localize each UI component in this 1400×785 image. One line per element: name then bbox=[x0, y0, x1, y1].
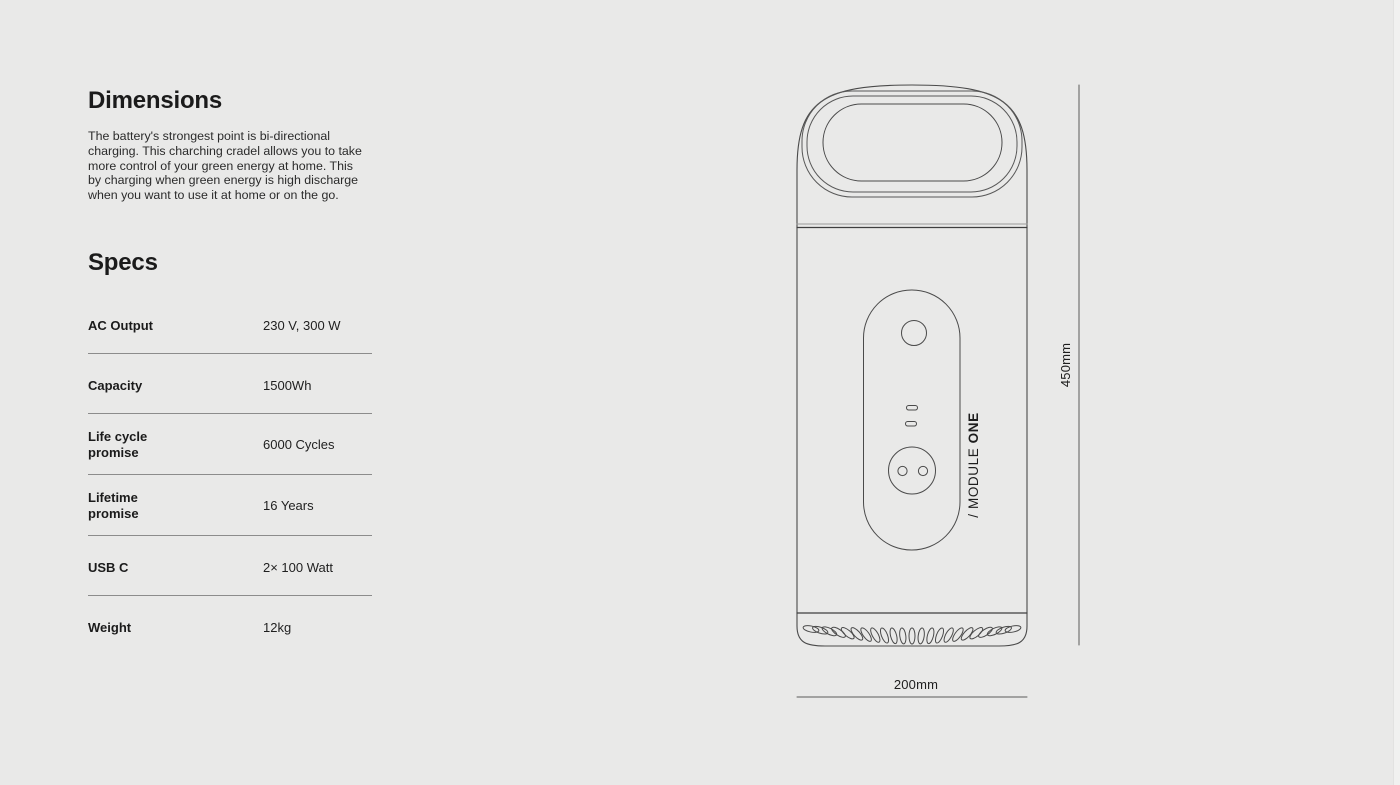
scrollbar[interactable] bbox=[1393, 0, 1400, 785]
spec-table bbox=[88, 294, 372, 655]
spec-value: 16 Years bbox=[263, 497, 314, 513]
vent-slot bbox=[934, 627, 945, 644]
control-panel-outline bbox=[864, 290, 961, 550]
spec-row-life-cycle bbox=[88, 414, 372, 475]
dimensions-paragraph: The battery's strongest point is bi-directional charging. This charching cradel allows you to take more control of your green energy at home. This by charging when green energy is high discharge when you want to use it at home or on the go. bbox=[88, 129, 362, 203]
spec-row-capacity bbox=[88, 354, 372, 414]
power-button[interactable] bbox=[902, 321, 927, 346]
usb-c-port-2[interactable] bbox=[906, 422, 917, 427]
specs-heading: Specs bbox=[88, 248, 158, 276]
height-dimension-label: 450mm bbox=[1058, 342, 1073, 388]
device-outline bbox=[797, 85, 1027, 646]
usb-c-port-1[interactable] bbox=[907, 406, 918, 411]
spec-value: 6000 Cycles bbox=[263, 436, 335, 452]
battery-drawing-svg bbox=[770, 60, 1110, 720]
vent-grille bbox=[803, 624, 1022, 644]
spec-row-lifetime bbox=[88, 475, 372, 536]
spec-row-ac-output bbox=[88, 294, 372, 354]
spec-row-usb-c bbox=[88, 536, 372, 596]
ac-outlet-pin-right bbox=[918, 466, 927, 475]
vent-slot bbox=[909, 628, 915, 644]
ac-outlet[interactable] bbox=[889, 447, 936, 494]
vent-slot bbox=[899, 628, 907, 645]
width-dimension-label: 200mm bbox=[893, 677, 939, 692]
technical-drawing bbox=[770, 60, 1110, 720]
spec-value: 12kg bbox=[263, 619, 292, 635]
spec-label: Lifetime promise bbox=[88, 489, 139, 521]
handle-hole bbox=[823, 104, 1002, 181]
dimensions-heading: Dimensions bbox=[88, 87, 223, 114]
spec-label: AC Output bbox=[88, 317, 153, 333]
vent-slot bbox=[879, 627, 890, 644]
vent-slot bbox=[917, 628, 925, 645]
spec-label: USB C bbox=[88, 559, 129, 575]
product-name-label: / MODULE ONE bbox=[966, 412, 981, 518]
spec-label: Capacity bbox=[88, 377, 143, 393]
spec-row-weight bbox=[88, 596, 372, 655]
ac-outlet-pin-left bbox=[898, 466, 907, 475]
spec-value: 1500Wh bbox=[263, 377, 312, 393]
spec-value: 230 V, 300 W bbox=[263, 317, 341, 333]
vent-slot bbox=[889, 627, 899, 644]
spec-label: Weight bbox=[88, 619, 132, 635]
spec-text-column bbox=[88, 88, 372, 655]
spec-value: 2× 100 Watt bbox=[263, 559, 333, 575]
vent-slot bbox=[926, 627, 936, 644]
spec-label: Life cycle promise bbox=[88, 428, 148, 460]
